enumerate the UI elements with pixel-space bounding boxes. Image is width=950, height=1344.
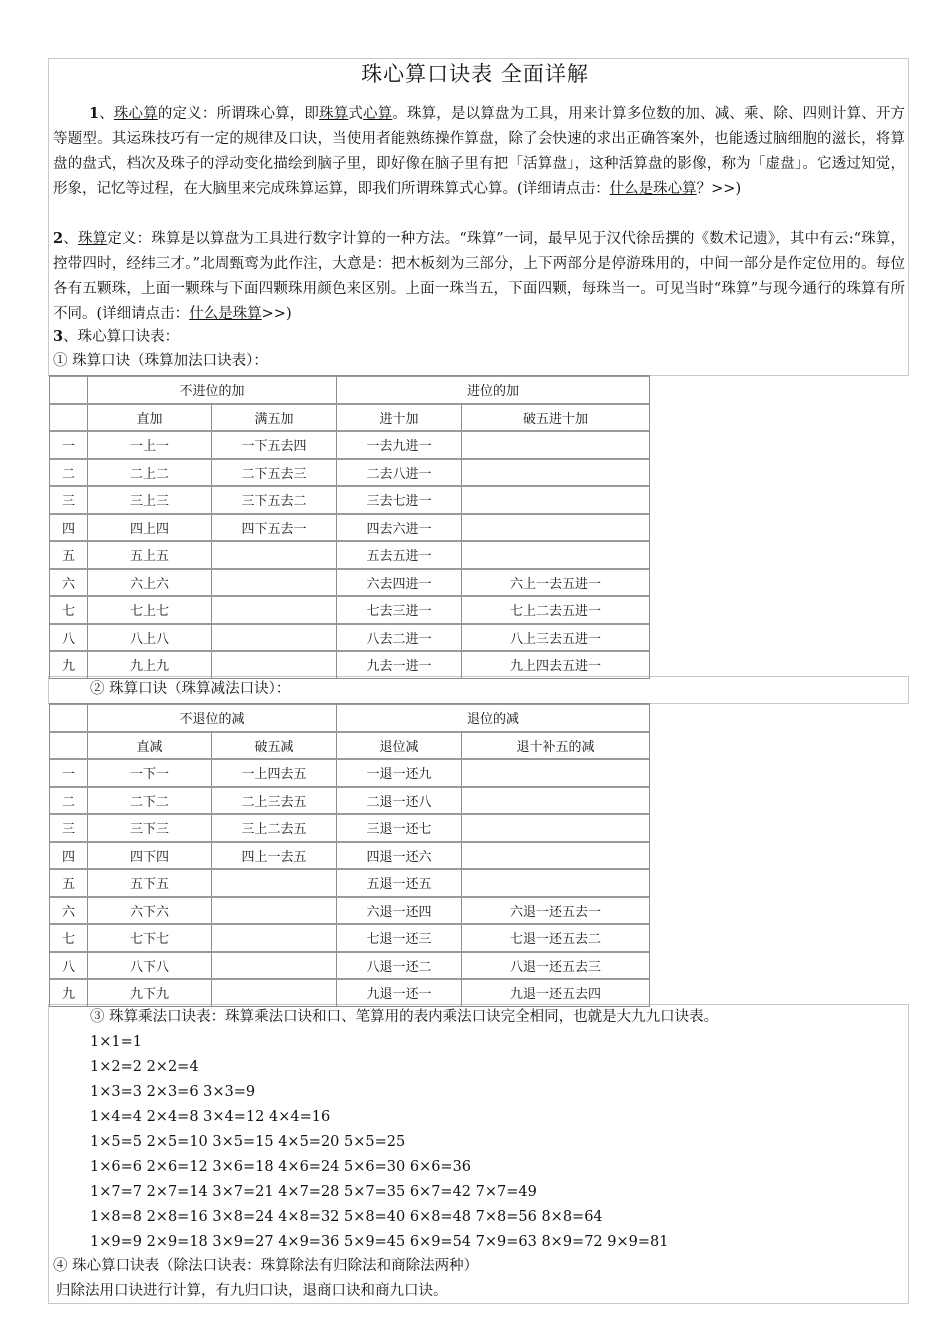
table-cell: 一下五去四 <box>212 431 337 459</box>
multiplication-line: 1×3=3 2×3=6 3×3=9 <box>90 1084 256 1100</box>
table-cell: 八去二进一 <box>337 624 462 652</box>
table-row <box>50 924 650 952</box>
table-row <box>50 569 650 597</box>
table-cell: 一去九进一 <box>337 431 462 459</box>
table-row <box>50 787 650 815</box>
table-cell: 四上四 <box>88 514 212 542</box>
row-label: 三 <box>50 486 88 514</box>
subtraction-heading: ② 珠算口诀（珠算减法口诀）： <box>90 681 291 697</box>
table-cell: 八上八 <box>88 624 212 652</box>
column-header: 破五进十加 <box>462 404 650 432</box>
link-what-is-zhusuan[interactable]: 什么是珠算 <box>189 306 262 322</box>
multiplication-line: 1×4=4 2×4=8 3×4=12 4×4=16 <box>90 1109 331 1125</box>
row-label: 八 <box>50 624 88 652</box>
corner-cell <box>50 732 88 760</box>
table-row <box>50 431 650 459</box>
table-cell: 四去六进一 <box>337 514 462 542</box>
table-row <box>50 651 650 678</box>
table-cell: 三退一还七 <box>337 814 462 842</box>
section-2-paragraph <box>53 226 905 327</box>
table-cell <box>462 459 650 487</box>
table-cell <box>212 596 337 624</box>
table-cell: 五上五 <box>88 541 212 569</box>
table-cell <box>212 651 337 678</box>
table-cell: 九下九 <box>88 979 212 1006</box>
multiplication-line: 1×6=6 2×6=12 3×6=18 4×6=24 5×6=30 6×6=36 <box>90 1159 472 1175</box>
group-header-no-borrow: 不退位的减 <box>88 704 337 732</box>
table-cell: 三上二去五 <box>212 814 337 842</box>
table-cell: 九上四去五进一 <box>462 651 650 678</box>
row-label: 五 <box>50 869 88 897</box>
table-cell: 三上三 <box>88 486 212 514</box>
section-3-text: 、珠心算口诀表： <box>63 329 180 345</box>
table-row <box>50 814 650 842</box>
table-row <box>50 952 650 980</box>
multiplication-line: 1×1=1 <box>90 1034 142 1050</box>
table-cell: 二上二 <box>88 459 212 487</box>
row-label: 八 <box>50 952 88 980</box>
table-cell: 九退一还一 <box>337 979 462 1006</box>
row-label: 二 <box>50 459 88 487</box>
section-1-paragraph <box>53 101 905 202</box>
table-cell: 六上一去五进一 <box>462 569 650 597</box>
multiplication-line: 1×5=5 2×5=10 3×5=15 4×5=20 5×5=25 <box>90 1134 406 1150</box>
row-label: 七 <box>50 924 88 952</box>
section-3-number: 3 <box>53 328 64 345</box>
table-cell <box>212 541 337 569</box>
row-label: 六 <box>50 569 88 597</box>
table-cell <box>462 541 650 569</box>
column-header: 直减 <box>88 732 212 760</box>
table-cell <box>212 897 337 925</box>
group-header-borrow: 退位的减 <box>337 704 650 732</box>
table-cell <box>212 979 337 1006</box>
table-cell: 八退一还五去三 <box>462 952 650 980</box>
section-1-sep: 、 <box>99 106 114 122</box>
table-cell: 二去八进一 <box>337 459 462 487</box>
table-cell: 一上四去五 <box>212 759 337 787</box>
corner-cell <box>50 376 88 404</box>
section-1-text-a: 的定义：所谓珠心算，即 <box>157 106 320 122</box>
table-cell: 五去五进一 <box>337 541 462 569</box>
table-cell: 二下二 <box>88 787 212 815</box>
table-cell: 一下一 <box>88 759 212 787</box>
table-cell <box>462 842 650 870</box>
term-link-zhusuan[interactable]: 珠算 <box>319 106 349 122</box>
section-1-text-c: 。珠算，是以算盘为工具，用来计算多位数的加、减、乘、除、四则计算、开方等题型。其运珠技巧有一定的规律及口诀，当使用者能熟练操作算盘，除了会快速的求出正确答案外，也能透过脑细胞的滋长，将算盘的盘式，档次及珠子的浮动变化描绘到脑子里，即好像在脑子里有把「活算盘」，这种活算盘的影像，称为「虚盘」。它透过知觉，形象，记忆等过程，在大脑里来完成珠算运算，即我们所谓珠算式心算。(详细请点击： <box>53 106 906 197</box>
column-header: 进十加 <box>337 404 462 432</box>
table-cell <box>462 486 650 514</box>
row-label: 九 <box>50 651 88 678</box>
table-row <box>50 514 650 542</box>
table-cell: 三下五去二 <box>212 486 337 514</box>
row-label: 四 <box>50 514 88 542</box>
table-cell: 二退一还八 <box>337 787 462 815</box>
section-1-text-d: ？>>) <box>696 181 742 197</box>
table-cell <box>212 952 337 980</box>
table-cell: 一退一还九 <box>337 759 462 787</box>
row-label: 二 <box>50 787 88 815</box>
term-link-zhuxinsuan[interactable]: 珠心算 <box>113 106 158 122</box>
table-cell: 七退一还三 <box>337 924 462 952</box>
table-cell: 六上六 <box>88 569 212 597</box>
table-row <box>50 759 650 787</box>
section-2-sep: 、 <box>63 231 78 247</box>
section-2-text-a: 定义：珠算是以算盘为工具进行数字计算的一种方法。“珠算”一词，最早见于汉代徐岳撰的《数术记遗》，其中有云:“珠算，控带四时，经纬三才。”北周甄鸾为此作注，大意是：把木板刻为三部分，上下两部分是停游珠用的，中间一部分是作定位用的。每位各有五颗珠，上面一颗珠与下面四颗珠用颜色来区别。上面一珠当五，下面四颗，每珠当一。可见当时“珠算”与现今通行的珠算有所不同。(详细请点击： <box>53 231 906 322</box>
table-row <box>50 979 650 1006</box>
row-label: 六 <box>50 897 88 925</box>
table-cell: 四退一还六 <box>337 842 462 870</box>
table-cell: 三下三 <box>88 814 212 842</box>
multiplication-line: 1×7=7 2×7=14 3×7=21 4×7=28 5×7=35 6×7=42 7×7=49 <box>90 1184 537 1200</box>
table-row <box>50 897 650 925</box>
multiplication-heading: ③ 珠算乘法口诀表：珠算乘法口诀和口、笔算用的表内乘法口诀完全相同，也就是大九九口诀表。 <box>90 1009 719 1025</box>
multiplication-line: 1×2=2 2×2=4 <box>90 1059 199 1075</box>
table-row <box>50 596 650 624</box>
section-2-text-b: >>) <box>261 306 292 322</box>
row-label: 九 <box>50 979 88 1006</box>
table-cell: 六退一还四 <box>337 897 462 925</box>
table-cell <box>212 924 337 952</box>
table-cell: 六去四进一 <box>337 569 462 597</box>
row-label: 七 <box>50 596 88 624</box>
table-cell: 二下五去三 <box>212 459 337 487</box>
column-header: 退十补五的减 <box>462 732 650 760</box>
table-row <box>50 869 650 897</box>
table-cell: 九退一还五去四 <box>462 979 650 1006</box>
table-cell <box>462 431 650 459</box>
table-cell: 九上九 <box>88 651 212 678</box>
table-cell: 五退一还五 <box>337 869 462 897</box>
table-cell <box>462 759 650 787</box>
section-1-number: 1 <box>89 105 100 122</box>
addition-table <box>49 375 650 679</box>
table-cell: 六退一还五去一 <box>462 897 650 925</box>
table-cell <box>212 869 337 897</box>
addition-group-row <box>50 376 650 404</box>
group-header-carry: 进位的加 <box>337 376 650 404</box>
table-row <box>50 842 650 870</box>
row-label: 一 <box>50 759 88 787</box>
table-cell: 二上三去五 <box>212 787 337 815</box>
table-cell: 八退一还二 <box>337 952 462 980</box>
row-label: 五 <box>50 541 88 569</box>
link-what-is-zhuxinsuan[interactable]: 什么是珠心算 <box>609 181 697 197</box>
term-link-zhusuan-2[interactable]: 珠算 <box>77 231 108 247</box>
table-cell <box>462 514 650 542</box>
table-cell <box>462 869 650 897</box>
group-header-no-carry: 不进位的加 <box>88 376 337 404</box>
multiplication-line: 1×8=8 2×8=16 3×8=24 4×8=32 5×8=40 6×8=48 7×8=56 8×8=64 <box>90 1209 603 1225</box>
table-cell: 四上一去五 <box>212 842 337 870</box>
table-cell: 七上七 <box>88 596 212 624</box>
table-cell: 七下七 <box>88 924 212 952</box>
column-header: 直加 <box>88 404 212 432</box>
table-cell: 六下六 <box>88 897 212 925</box>
addition-heading: ① 珠算口诀（珠算加法口诀表）： <box>53 353 268 369</box>
table-row <box>50 486 650 514</box>
division-heading: ④ 珠心算口诀表（除法口诀表：珠算除法有归除法和商除法两种） <box>53 1258 479 1274</box>
table-cell: 八上三去五进一 <box>462 624 650 652</box>
table-cell <box>212 569 337 597</box>
table-row <box>50 541 650 569</box>
row-label: 四 <box>50 842 88 870</box>
table-cell: 三去七进一 <box>337 486 462 514</box>
table-cell: 一上一 <box>88 431 212 459</box>
subtraction-group-row <box>50 704 650 732</box>
row-label: 三 <box>50 814 88 842</box>
table-cell: 四下四 <box>88 842 212 870</box>
section-3-heading <box>53 326 179 348</box>
table-cell: 七去三进一 <box>337 596 462 624</box>
table-cell <box>212 624 337 652</box>
division-text: 归除法用口诀进行计算，有九归口诀，退商口诀和商九口诀。 <box>56 1283 448 1299</box>
table-cell: 八下八 <box>88 952 212 980</box>
table-cell <box>462 787 650 815</box>
table-cell: 九去一进一 <box>337 651 462 678</box>
multiplication-line: 1×9=9 2×9=18 3×9=27 4×9=36 5×9=45 6×9=54 7×9=63 8×9=72 9×9=81 <box>90 1234 669 1250</box>
corner-cell <box>50 404 88 432</box>
section-2-number: 2 <box>53 230 64 247</box>
table-row <box>50 624 650 652</box>
table-cell: 七退一还五去二 <box>462 924 650 952</box>
table-cell: 四下五去一 <box>212 514 337 542</box>
row-label: 一 <box>50 431 88 459</box>
addition-column-row <box>50 404 650 432</box>
table-cell: 七上二去五进一 <box>462 596 650 624</box>
table-cell <box>462 814 650 842</box>
column-header: 满五加 <box>212 404 337 432</box>
table-cell: 五下五 <box>88 869 212 897</box>
column-header: 破五减 <box>212 732 337 760</box>
table-row <box>50 459 650 487</box>
subtraction-table <box>49 703 650 1007</box>
subtraction-column-row <box>50 732 650 760</box>
term-link-xinsuan[interactable]: 心算 <box>363 106 393 122</box>
column-header: 退位减 <box>337 732 462 760</box>
page-title: 珠心算口诀表 全面详解 <box>361 62 589 86</box>
section-1-text-b: 式 <box>348 106 364 122</box>
corner-cell <box>50 704 88 732</box>
